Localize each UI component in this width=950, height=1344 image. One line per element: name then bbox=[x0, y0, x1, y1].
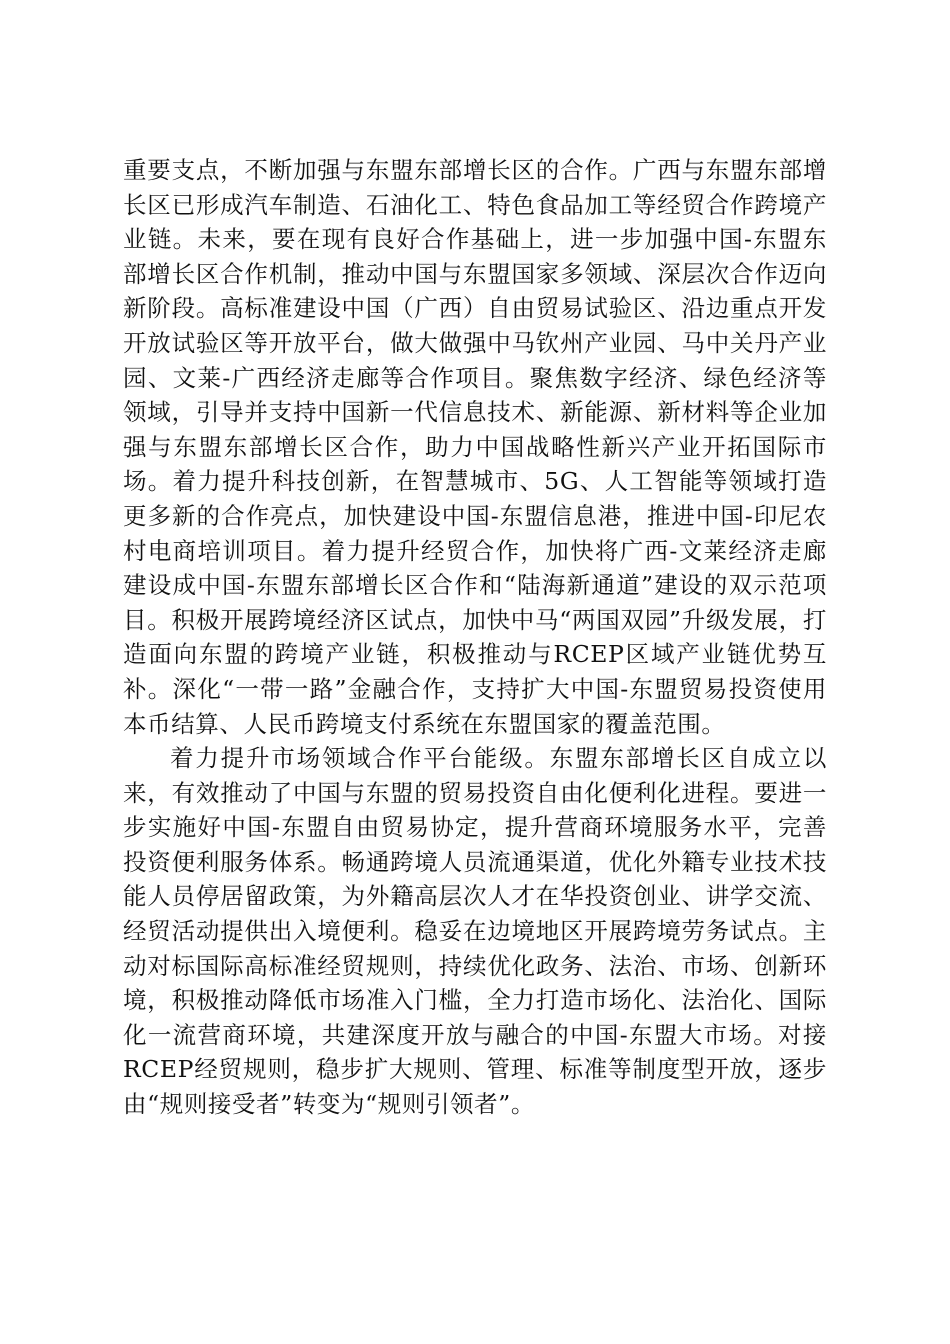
paragraph-continuation: 重要支点，不断加强与东盟东部增长区的合作。广西与东盟东部增长区已形成汽车制造、石油化工、特色食品加工等经贸合作跨境产业链。未来，要在现有良好合作基础上，进一步加强中国-东盟东部增长区合作机制，推动中国与东盟国家多领域、深层次合作迈向新阶段。高标准建设中国（广西）自由贸易试验区、沿边重点开发开放试验区等开放平台，做大做强中马钦州产业园、马中关丹产业园、文莱-广西经济走廊等合作项目。聚焦数字经济、绿色经济等领域，引导并支持中国新一代信息技术、新能源、新材料等企业加强与东盟东部增长区合作，助力中国战略性新兴产业开拓国际市场。着力提升科技创新，在智慧城市、5G、人工智能等领域打造更多新的合作亮点，加快建设中国-东盟信息港，推进中国-印尼农村电商培训项目。着力提升经贸合作，加快将广西-文莱经济走廊建设成中国-东盟东部增长区合作和“陆海新通道”建设的双示范项目。积极开展跨境经济区试点，加快中马“两国双园”升级发展，打造面向东盟的跨境产业链，积极推动与RCEP区域产业链优势互补。深化“一带一路”金融合作，支持扩大中国-东盟贸易投资使用本币结算、人民币跨境支付系统在东盟国家的覆盖范围。 bbox=[123, 156, 827, 738]
paragraph-market-platform: 着力提升市场领域合作平台能级。东盟东部增长区自成立以来，有效推动了中国与东盟的贸易投资自由化便利化进程。要进一步实施好中国-东盟自由贸易协定，提升营商环境服务水平，完善投资便利服务体系。畅通跨境人员流通渠道，优化外籍专业技术技能人员停居留政策，为外籍高层次人才在华投资创业、讲学交流、经贸活动提供出入境便利。稳妥在边境地区开展跨境劳务试点。主动对标国际高标准经贸规则，持续优化政务、法治、市场、创新环境，积极推动降低市场准入门槛，全力打造市场化、法治化、国际化一流营商环境，共建深度开放与融合的中国-东盟大市场。对接RCEP经贸规则，稳步扩大规则、管理、标准等制度型开放，逐步由“规则接受者”转变为“规则引领者”。 bbox=[123, 744, 827, 1119]
document-body bbox=[123, 153, 827, 1122]
